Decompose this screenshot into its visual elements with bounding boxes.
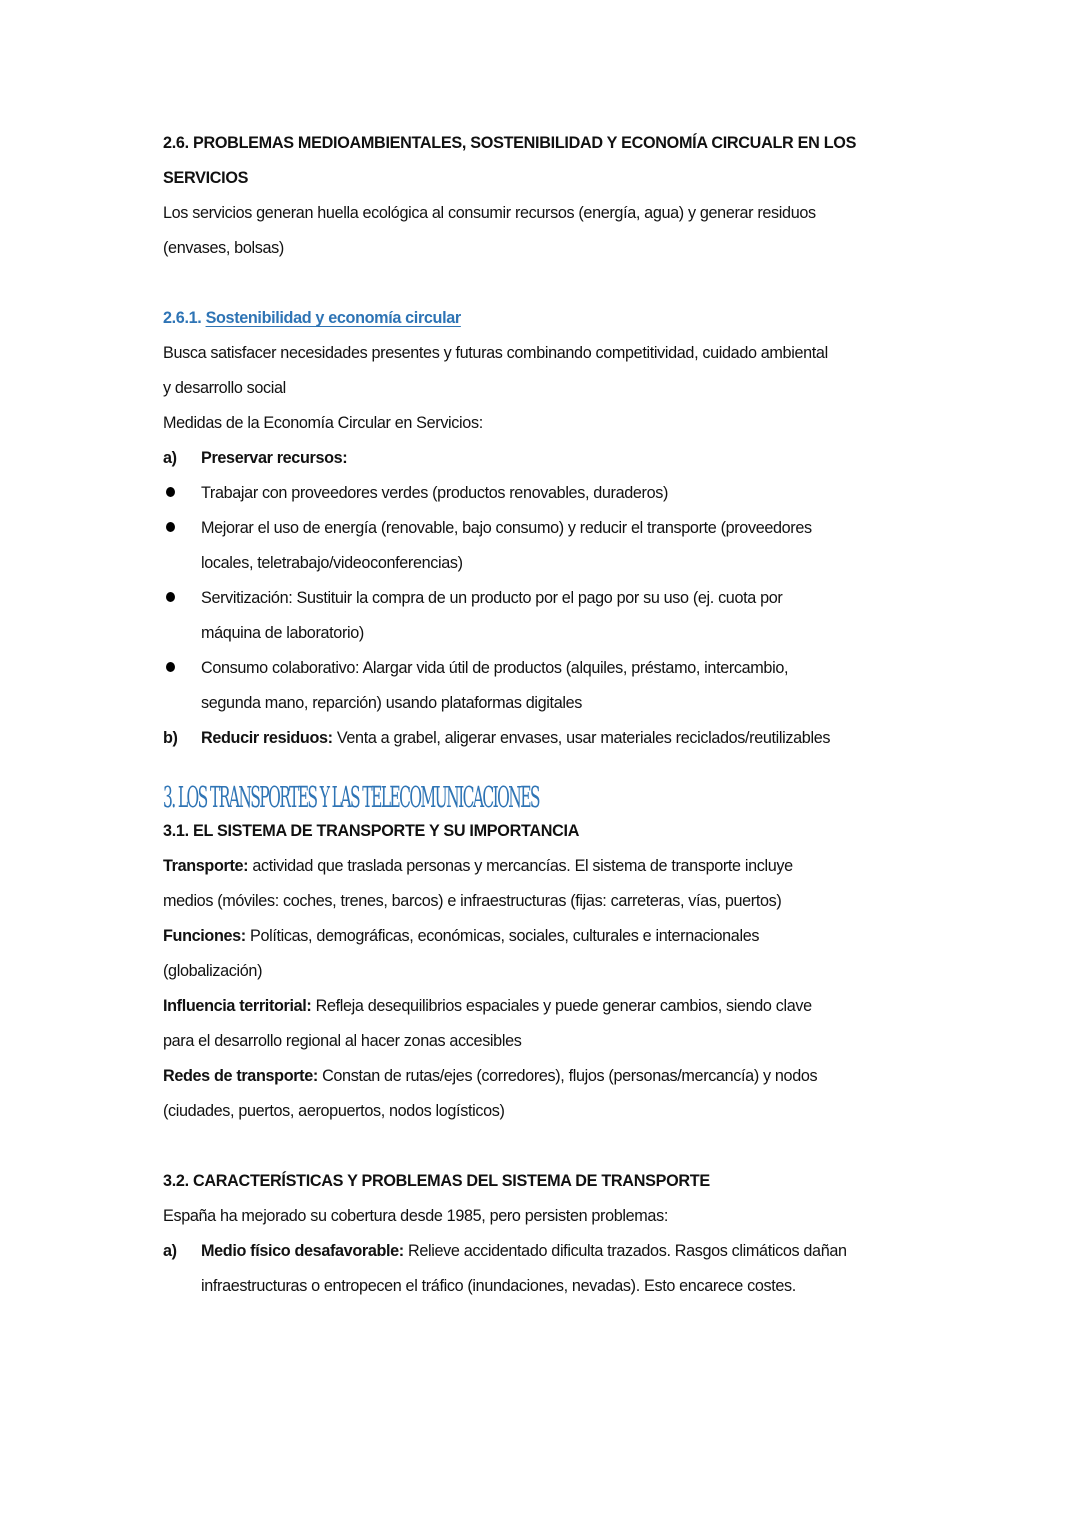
redes-line2: (ciudades, puertos, aeropuertos, nodos logísticos)	[163, 1102, 505, 1120]
subsection-number: 2.6.1.	[163, 309, 202, 327]
chapter-title: 3. LOS TRANSPORTES Y LAS TELECOMUNICACIONES	[163, 780, 539, 815]
funciones-line1	[163, 919, 923, 954]
term-text: actividad que traslada personas y mercancías. El sistema de transporte incluye	[248, 857, 793, 875]
bullet-text: Mejorar el uso de energía (renovable, bajo consumo) y reducir el transporte (proveedores	[201, 519, 812, 537]
list-item-b	[163, 721, 923, 756]
list-marker: b)	[163, 729, 178, 747]
term-label: Transporte:	[163, 857, 249, 875]
bullet-item	[163, 511, 923, 581]
bullet-text: Trabajar con proveedores verdes (productos renovables, duraderos)	[201, 484, 669, 502]
spacer	[163, 266, 923, 301]
list-marker: a)	[163, 449, 177, 467]
bullet-item	[163, 476, 923, 511]
measures-intro: Medidas de la Economía Circular en Servicios:	[163, 414, 483, 432]
redes-line1	[163, 1059, 923, 1094]
bullet-text-cont: segunda mano, reparción) usando plataformas digitales	[201, 694, 582, 712]
bullet-text: Consumo colaborativo: Alargar vida útil de productos (alquiles, préstamo, intercambio,	[201, 659, 789, 677]
subsection-heading-2-6-1	[163, 301, 923, 336]
bullet-text-cont: máquina de laboratorio)	[201, 624, 364, 642]
section-2-6-intro-line2: (envases, bolsas)	[163, 239, 284, 257]
section-heading-3-1: 3.1. EL SISTEMA DE TRANSPORTE Y SU IMPORTANCIA	[163, 822, 580, 840]
term-label: Influencia territorial:	[163, 997, 312, 1015]
section-heading-3-2: 3.2. CARACTERÍSTICAS Y PROBLEMAS DEL SISTEMA DE TRANSPORTE	[163, 1172, 710, 1190]
list-item-text: Venta a grabel, aligerar envases, usar materiales reciclados/reutilizables	[332, 729, 831, 747]
subsection-para-line1: Busca satisfacer necesidades presentes y futuras combinando competitividad, cuidado ambiental	[163, 344, 828, 362]
list-item-a	[163, 1234, 923, 1304]
subsection-title-link[interactable]: Sostenibilidad y economía circular	[205, 309, 461, 327]
bullet-icon	[163, 581, 201, 616]
funciones-line2: (globalización)	[163, 962, 263, 980]
subsection-para-line2: y desarrollo social	[163, 379, 286, 397]
section-heading-2-6: 2.6. PROBLEMAS MEDIOAMBIENTALES, SOSTENIBILIDAD Y ECONOMÍA CIRCUALR EN LOS	[163, 134, 857, 152]
list-item-text: Relieve accidentado dificulta trazados. Rasgos climáticos dañan	[403, 1242, 847, 1260]
list-item-label: Preservar recursos:	[201, 449, 348, 467]
bullet-icon	[163, 651, 201, 686]
term-text: Constan de rutas/ejes (corredores), flujos (personas/mercancía) y nodos	[317, 1067, 818, 1085]
bullet-text: Servitización: Sustituir la compra de un producto por el pago por su uso (ej. cuota por	[201, 589, 783, 607]
list-marker: a)	[163, 1242, 177, 1260]
bullet-icon	[163, 476, 201, 511]
bullet-text-cont: locales, teletrabajo/videoconferencias)	[201, 554, 463, 572]
influencia-line1	[163, 989, 923, 1024]
list-item-a	[163, 441, 923, 476]
transporte-line1	[163, 849, 923, 884]
transporte-line2: medios (móviles: coches, trenes, barcos) e infraestructuras (fijas: carreteras, vías, puertos)	[163, 892, 782, 910]
term-text: Refleja desequilibrios espaciales y puede generar cambios, siendo clave	[311, 997, 812, 1015]
term-label: Funciones:	[163, 927, 246, 945]
term-label: Redes de transporte:	[163, 1067, 318, 1085]
influencia-line2: para el desarrollo regional al hacer zonas accesibles	[163, 1032, 522, 1050]
spacer	[163, 1129, 923, 1164]
section-3-2-intro: España ha mejorado su cobertura desde 1985, pero persisten problemas:	[163, 1207, 668, 1225]
list-item-text-cont: infraestructuras o entropecen el tráfico (inundaciones, nevadas). Esto encarece costes.	[201, 1277, 796, 1295]
section-2-6-intro-line1: Los servicios generan huella ecológica al consumir recursos (energía, agua) y generar residuos	[163, 204, 816, 222]
list-item-label: Medio físico desafavorable:	[201, 1242, 404, 1260]
bullet-item	[163, 581, 923, 651]
bullet-item	[163, 651, 923, 721]
term-text: Políticas, demográficas, económicas, sociales, culturales e internacionales	[245, 927, 760, 945]
list-item-label: Reducir residuos:	[201, 729, 333, 747]
section-heading-2-6-cont: SERVICIOS	[163, 169, 249, 187]
document-page	[163, 126, 923, 1304]
bullet-icon	[163, 511, 201, 546]
